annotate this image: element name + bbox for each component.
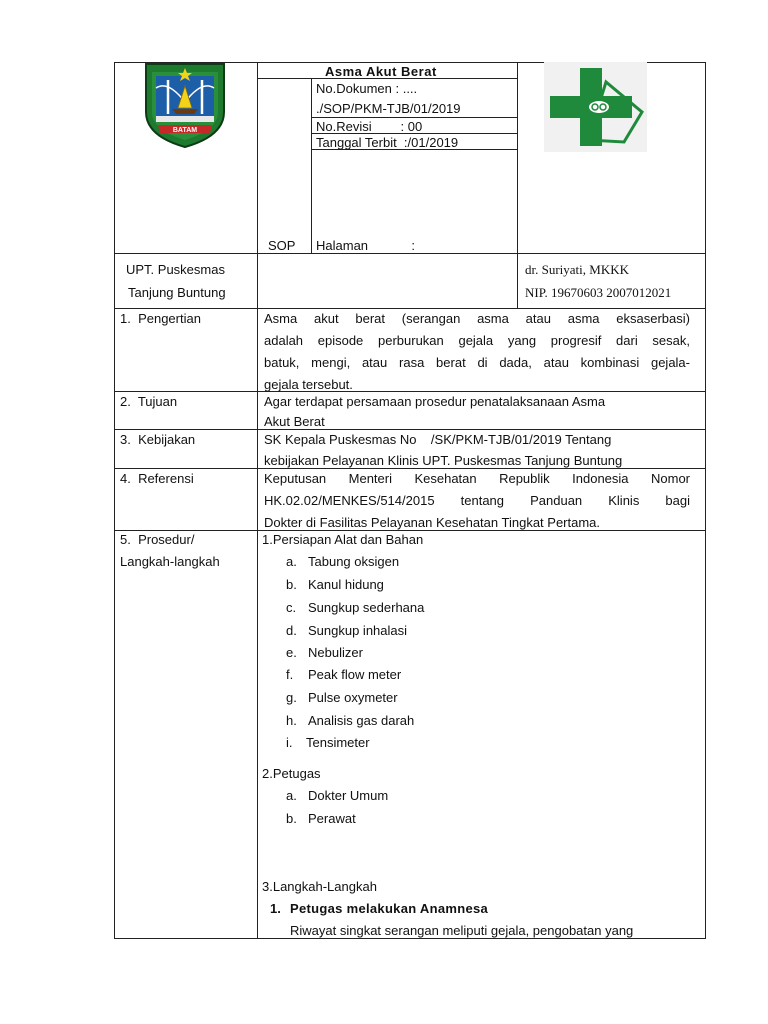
header-divider-2 [517,62,518,308]
halaman-label: Halaman : [316,238,415,253]
pengertian-line-1: Asma akut berat (serangan asma atau asma eksaserbasi) [264,311,690,326]
org-name-line1: UPT. Puskesmas [126,262,225,277]
tujuan-line-1: Agar terdapat persamaan prosedur penatalaksanaan Asma [264,394,606,409]
row-line-3 [114,429,706,430]
alat-item: f. Peak flow meter [286,667,402,682]
section-pengertian-label: 1. Pengertian [120,311,201,326]
section-kebijakan-label: 3. Kebijakan [120,432,196,447]
referensi-line-2: HK.02.02/MENKES/514/2015 tentang Panduan Klinis bagi [264,493,690,508]
table-border-bottom [114,938,706,939]
table-border-left [114,62,115,939]
org-name-line2: Tanjung Buntung [128,285,226,300]
pengertian-line-3: batuk, mengi, atau rasa berat di dada, atau kombinasi gejala- [264,355,690,370]
alat-item: i. Tensimeter [286,735,370,750]
tanggal-terbit: Tanggal Terbit :/01/2019 [316,135,459,150]
signer-name: dr. Suriyati, MKKK [525,262,629,277]
no-revisi: No.Revisi : 00 [316,119,423,134]
row-line-2 [114,391,706,392]
signer-nip: NIP. 19670603 2007012021 [525,285,672,300]
kebijakan-line-1: SK Kepala Puskesmas No /SK/PKM-TJB/01/2019 Tentang [264,432,612,447]
label-column-divider [257,308,258,939]
section-prosedur-label-2: Langkah-langkah [120,554,220,569]
alat-item: d. Sungkup inhalasi [286,623,408,638]
batam-crest-logo [144,62,226,148]
tujuan-line-2: Akut Berat [264,414,325,429]
meta-line-1 [311,117,518,118]
sop-label: SOP [268,238,296,253]
step-1-text: Riwayat singkat serangan meliputi gejala, pengobatan yang [290,923,634,938]
alat-item: h. Analisis gas darah [286,713,415,728]
alat-item: c. Sungkup sederhana [286,600,425,615]
row-line-4 [114,468,706,469]
referensi-line-1: Keputusan Menteri Kesehatan Republik Indonesia Nomor [264,471,690,486]
document-title: Asma Akut Berat [325,64,437,79]
pengertian-line-4: gejala tersebut. [264,377,353,392]
alat-heading: 1.Persiapan Alat dan Bahan [262,532,424,547]
step-1-title: 1. Petugas melakukan Anamnesa [270,901,489,916]
referensi-line-3: Dokter di Fasilitas Pelayanan Kesehatan Tingkat Pertama. [264,515,601,530]
header-row-bottom [114,253,706,254]
alat-item: g. Pulse oxymeter [286,690,398,705]
row-line-1 [114,308,706,309]
section-tujuan-label: 2. Tujuan [120,394,178,409]
no-dokumen-value: ./SOP/PKM-TJB/01/2019 [316,101,461,116]
pengertian-line-2: adalah episode perburukan gejala yang progresif dari sesak, [264,333,690,348]
section-referensi-label: 4. Referensi [120,471,194,486]
puskesmas-logo [544,62,647,152]
kebijakan-line-2: kebijakan Pelayanan Klinis UPT. Puskesmas Tanjung Buntung [264,453,623,468]
header-divider-3 [311,78,312,253]
petugas-heading: 2.Petugas [262,766,321,781]
no-dokumen-label: No.Dokumen : .... [316,81,418,96]
row-line-5 [114,530,706,531]
langkah-heading: 3.Langkah-Langkah [262,879,377,894]
alat-item: b. Kanul hidung [286,577,384,592]
table-border-right [705,62,706,939]
petugas-item: a. Dokter Umum [286,788,389,803]
header-divider-1 [257,62,258,308]
logo-label: BATAM [172,127,198,134]
alat-item: e. Nebulizer [286,645,363,660]
section-prosedur-label-1: 5. Prosedur/ [120,532,195,547]
alat-item: a. Tabung oksigen [286,554,400,569]
petugas-item: b. Perawat [286,811,356,826]
